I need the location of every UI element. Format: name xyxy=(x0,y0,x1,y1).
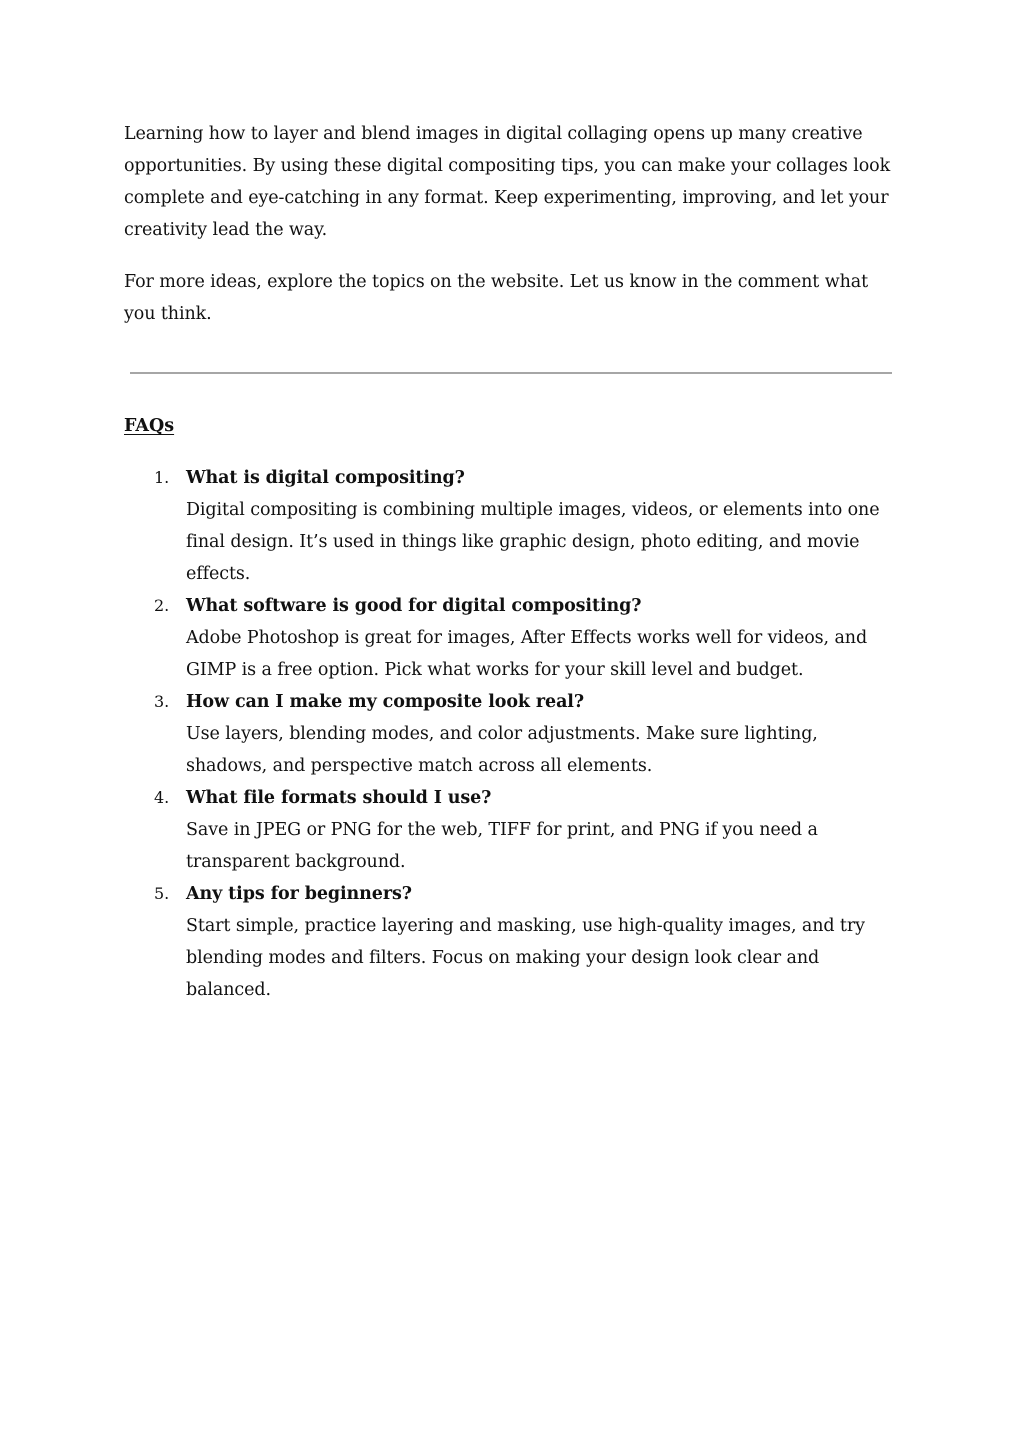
section-divider xyxy=(130,372,892,374)
faq-number: 3. xyxy=(154,692,170,711)
faq-list xyxy=(124,462,900,1006)
faq-answer: Use layers, blending modes, and color adjustments. Make sure lighting, shadows, and perspective match across all elements. xyxy=(186,724,818,776)
faq-question: How can I make my composite look real? xyxy=(186,692,585,712)
intro-section xyxy=(124,118,900,330)
faq-question: What software is good for digital compositing? xyxy=(186,596,642,616)
faq-item-1 xyxy=(124,462,900,590)
intro-paragraph: Learning how to layer and blend images in digital collaging opens up many creative opportunities. By using these digital compositing tips, you can make your collages look complete and eye-catching in any format. Keep experimenting, improving, and let your creativity lead the way. xyxy=(124,124,891,240)
faq-item-3 xyxy=(124,686,900,782)
faq-answer: Start simple, practice layering and masking, use high-quality images, and try blending modes and filters. Focus on making your design look clear and balanced. xyxy=(186,916,865,1000)
faq-number: 4. xyxy=(154,788,170,807)
closing-paragraph: For more ideas, explore the topics on the website. Let us know in the comment what you think. xyxy=(124,272,869,324)
faq-item-4 xyxy=(124,782,900,878)
faq-number: 1. xyxy=(154,468,170,487)
faq-item-5 xyxy=(124,878,900,1006)
faq-question: What is digital compositing? xyxy=(186,468,465,488)
faq-item-2 xyxy=(124,590,900,686)
faq-answer: Save in JPEG or PNG for the web, TIFF for print, and PNG if you need a transparent background. xyxy=(186,820,818,872)
faq-answer: Digital compositing is combining multiple images, videos, or elements into one final design. It’s used in things like graphic design, photo editing, and movie effects. xyxy=(186,500,880,584)
faq-number: 5. xyxy=(154,884,170,903)
document-page xyxy=(124,118,900,1000)
faq-question: What file formats should I use? xyxy=(186,788,492,808)
faq-answer: Adobe Photoshop is great for images, After Effects works well for videos, and GIMP is a free option. Pick what works for your skill level and budget. xyxy=(186,628,868,680)
faq-number: 2. xyxy=(154,596,170,615)
faq-heading: FAQs xyxy=(124,416,175,436)
faq-question: Any tips for beginners? xyxy=(186,884,412,904)
